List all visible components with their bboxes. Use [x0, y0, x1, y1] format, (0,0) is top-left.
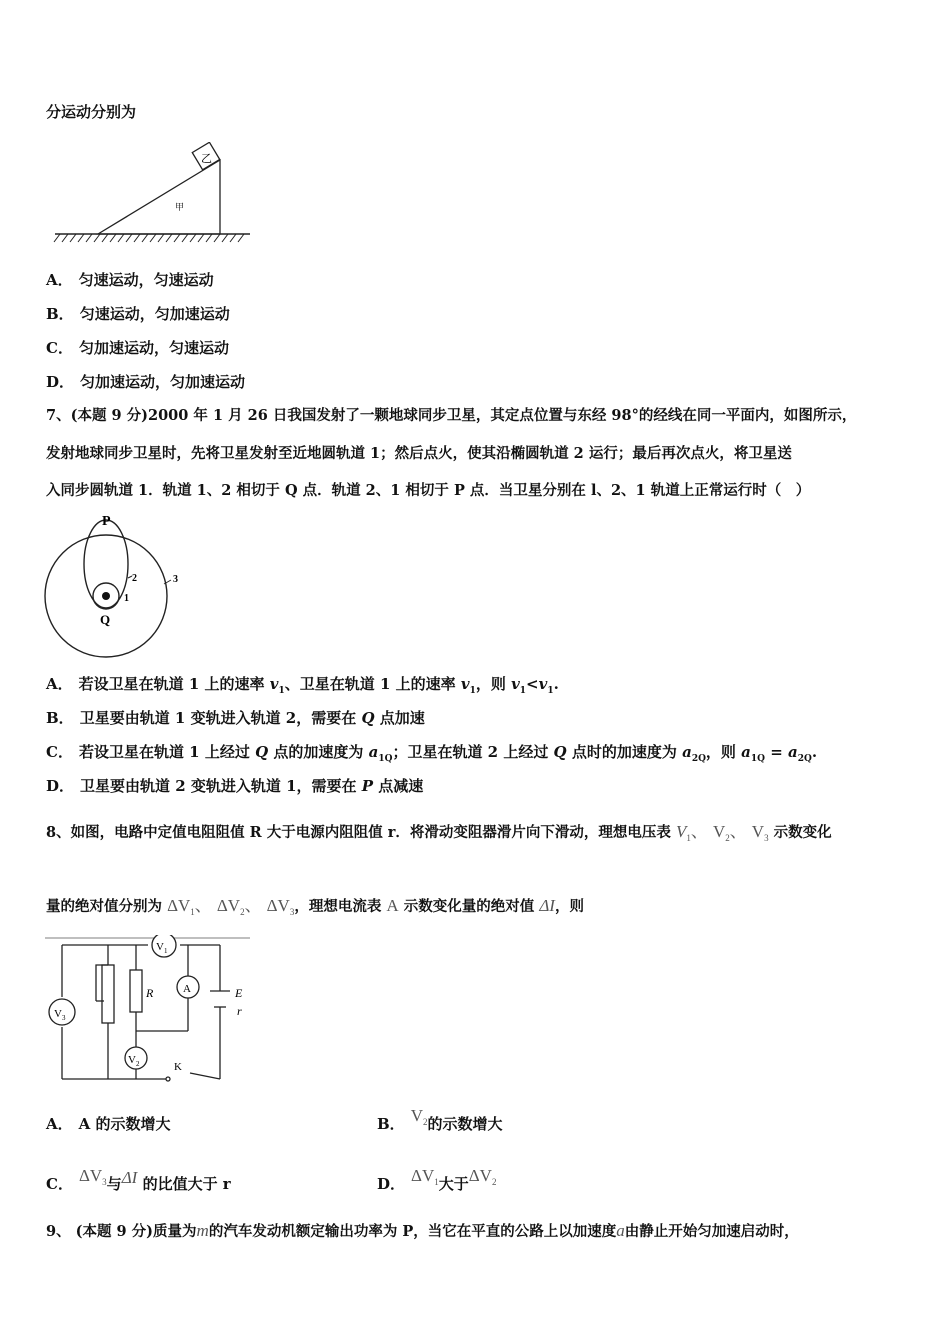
incline-figure	[50, 142, 255, 247]
circuit-r-label: R	[146, 986, 154, 1000]
circuit-v1: $V_1$	[156, 941, 168, 955]
circuit-ammeter: A	[183, 983, 191, 995]
circuit-switch-label: K	[174, 1061, 182, 1073]
q8-stem-line1: 8、如图，电路中定值电阻阻值 R 大于电源内阻阻值 r．将滑动变阻器滑片向下滑动，理想电压表 $V_1$、 $V_2$、 $V_3$ 示数变化	[46, 822, 832, 843]
orbit-label-3: 3	[173, 574, 178, 585]
q6-option-c: C． 匀加速运动，匀速运动	[46, 339, 229, 357]
circuit-e-label: E	[235, 986, 243, 1000]
intro-text: 分运动分别为	[46, 103, 137, 121]
circuit-v3: $V_3$	[54, 1008, 66, 1022]
orbit-label-q: Q	[100, 612, 111, 627]
q8-option-d: D． $\Delta V^1$大于$\Delta V^2$	[377, 1166, 497, 1193]
q6-option-d: D． 匀加速运动，匀加速运动	[46, 373, 246, 391]
q7-stem-line3: 入同步圆轨道 1．轨道 1、2 相切于 Q 点．轨道 2、1 相切于 P 点．当卫星分别在 l、2、1 轨道上正常运行时（ ）	[46, 482, 811, 499]
circuit-figure	[40, 935, 255, 1090]
orbit-figure	[40, 512, 190, 662]
circuit-internal-r-label: r	[237, 1004, 242, 1018]
circuit-v2: $V_2$	[128, 1054, 140, 1068]
q8-option-c: C． $\Delta V^3$与ΔI 的比值大于 r	[46, 1166, 231, 1193]
q7-option-a: A． 若设卫星在轨道 1 上的速率 $v_1$、卫星在轨道 1 上的速率 $v_1$，则 $v_1<v_1$.	[46, 675, 559, 696]
q7-option-d: D． 卫星要由轨道 2 变轨进入轨道 1，需要在 P 点减速	[46, 777, 424, 795]
orbit-label-1: 1	[124, 593, 129, 604]
q7-option-b: B． 卫星要由轨道 1 变轨进入轨道 2，需要在 Q 点加速	[46, 709, 425, 727]
orbit-label-p: P	[102, 514, 111, 529]
q7-stem-line1: 7、(本题 9 分)2000 年 1 月 26 日我国发射了一颗地球同步卫星，其定点位置与东经 98°的经线在同一平面内，如图所示，	[46, 407, 857, 424]
q7-stem-line2: 发射地球同步卫星时，先将卫星发射至近地圆轨道 1；然后点火，使其沿椭圆轨道 2 运行；最后再次点火，将卫星送	[46, 445, 792, 462]
q7-option-c: C． 若设卫星在轨道 1 上经过 Q 点的加速度为 $a_{1Q}$；卫星在轨道 2 上经过 Q 点时的加速度为 $a_{2Q}$，则 $a_{1Q} = a_{2Q}$.	[46, 743, 818, 764]
q6-option-a: A． 匀速运动，匀速运动	[46, 271, 214, 289]
orbit-label-2: 2	[132, 573, 137, 584]
q8-option-a: A． A 的示数增大	[46, 1115, 171, 1133]
incline-label: 甲	[175, 202, 185, 212]
block-label-top: 乙	[201, 153, 212, 165]
q8-option-b: B． $V^2$的示数增大	[377, 1106, 503, 1133]
q9-stem-line1: 9、 (本题 9 分)质量为m的汽车发动机额定输出功率为 P，当它在平直的公路上以加速度a由静止开始匀加速启动时，	[46, 1221, 799, 1240]
q8-stem-line2: 量的绝对值分别为 $\Delta V_1$、 $\Delta V_2$、 $\Delta V_3$，理想电流表 A 示数变化量的绝对值 ΔI，则	[46, 896, 584, 917]
q6-option-b: B． 匀速运动，匀加速运动	[46, 305, 230, 323]
